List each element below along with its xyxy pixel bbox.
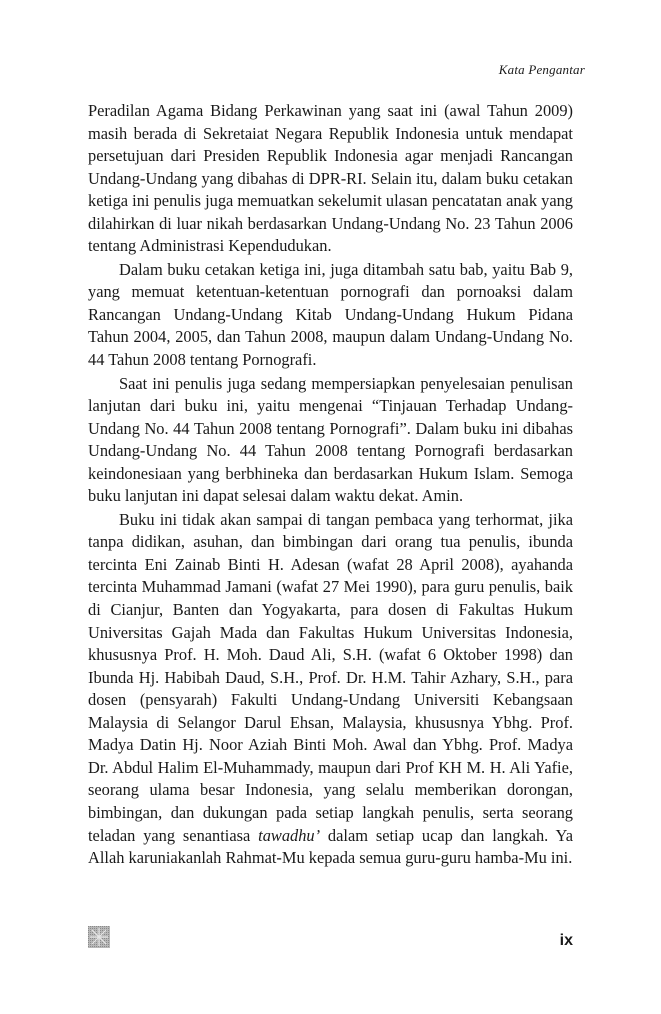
paragraph-4-italic-term: tawadhu’ — [258, 825, 321, 845]
paragraph-3 — [88, 373, 573, 508]
paragraph-2-text: Dalam buku cetakan ketiga ini, juga ditambah satu bab, yaitu Bab 9, yang memuat ketentuan-ketentuan pornografi dan pornoaksi dalam Rancangan Undang-Undang Kitab Undang-Undang Hukum Pidana Tahun 2004, 2005, dan Tahun 2008, maupun dalam Undang-Undang No. 44 Tahun 2008 tentang Pornografi. — [88, 259, 573, 370]
paragraph-4-text-start: Buku ini tidak akan sampai di tangan pembaca yang terhormat, jika tanpa didikan, asuhan, dan bimbingan dari orang tua penulis, ibunda tercinta Eni Zainab Binti H. Adesan (wafat 28 April 2008), ayahanda tercinta Muhammad Jamani (wafat 27 Mei 1990), para guru penulis, baik di Cianjur, Banten dan Yogyakarta, para dosen di Fakultas Hukum Universitas Gajah Mada dan Fakultas Hukum Universitas Indonesia, khususnya Prof. H. Moh. Daud Ali, S.H. (wafat 6 Oktober 1998) dan Ibunda Hj. Habibah Daud, S.H., Prof. Dr. H.M. Tahir Azhary, S.H., para dosen (pensyarah) Fakulti Undang-Undang Universiti Kebangsaan Malaysia di Selangor Darul Ehsan, Malaysia, khususnya Ybhg. Prof. Madya Datin Hj. Noor Aziah Binti Moh. Awal dan Ybhg. Prof. Madya Dr. Abdul Halim El-Muhammady, maupun dari Prof KH M. H. Ali Yafie, seorang ulama besar Indonesia, yang selalu memberikan dorongan, bimbingan, dan dukungan pada setiap langkah penulis, serta seorang teladan yang senantiasa — [88, 509, 573, 845]
paragraph-4 — [88, 509, 573, 870]
paragraph-3-text: Saat ini penulis juga sedang mempersiapkan penyelesaian penulisan lanjutan dari buku ini, yaitu mengenai “Tinjauan Terhadap Undang-Undang No. 44 Tahun 2008 tentang Pornografi”. Dalam buku ini dibahas Undang-Undang No. 44 Tahun 2008 tentang Pornografi berdasarkan keindonesiaan yang berbhineka dan berdasarkan Hukum Islam. Semoga buku lanjutan ini dapat selesai dalam waktu dekat. Amin. — [88, 373, 573, 506]
paragraph-1-text: Peradilan Agama Bidang Perkawinan yang saat ini (awal Tahun 2009) masih berada di Sekretaiat Negara Republik Indonesia untuk mendapat persetujuan dari Presiden Republik Indonesia agar menjadi Rancangan Undang-Undang yang dibahas di DPR-RI. Selain itu, dalam buku cetakan ketiga ini penulis juga memuatkan sekelumit ulasan pencatatan anak yang dilahirkan di luar nikah berdasarkan Undang-Undang No. 23 Tahun 2006 tentang Administrasi Kependudukan. — [88, 101, 573, 256]
page-number: ix — [559, 932, 573, 949]
running-head: Kata Pengantar — [498, 62, 585, 77]
paragraph-2 — [88, 259, 573, 372]
registration-mark-icon — [88, 926, 110, 948]
paragraph-1 — [88, 100, 573, 258]
paragraph-4-text-end: dalam setiap ucap dan langkah. Ya Allah karuniakanlah Rahmat-Mu kepada semua guru-guru hamba-Mu ini. — [88, 825, 573, 868]
body-text — [88, 100, 573, 870]
